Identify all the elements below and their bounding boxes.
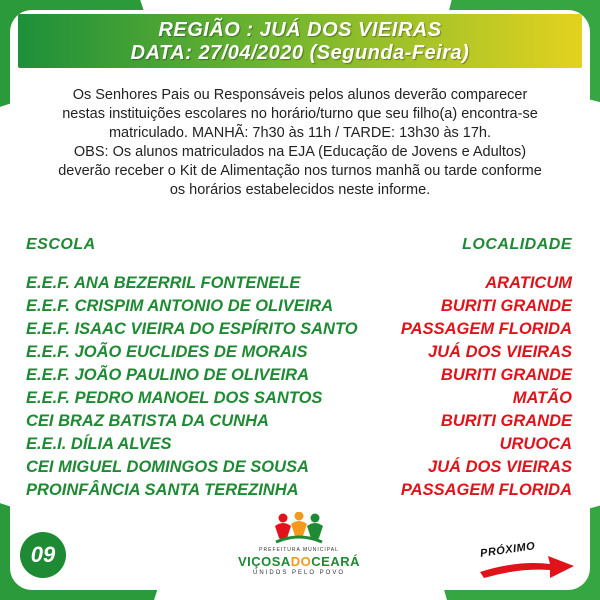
list-item (26, 435, 572, 458)
school-name: E.E.F. ANA BEZERRIL FONTENELE (26, 274, 301, 292)
school-column-header: ESCOLA (26, 236, 96, 253)
school-name: CEI BRAZ BATISTA DA CUNHA (26, 412, 269, 430)
page-number-badge: 09 (20, 532, 66, 578)
logo-word: DO (290, 554, 312, 569)
logo-word: VIÇOSA (237, 554, 291, 569)
next-label: PRÓXIMO (479, 540, 537, 560)
locality-name: BURITI GRANDE (440, 297, 572, 315)
notice-line: matriculado. MANHÃ: 7h30 às 11h / TARDE: 13h30 às 17h. (108, 125, 492, 141)
logo-subtitle: PREFEITURA MUNICIPAL (259, 547, 339, 553)
locality-name: ARATICUM (485, 274, 572, 292)
list-item (26, 320, 572, 343)
school-name: E.E.F. JOÃO EUCLIDES DE MORAIS (26, 343, 308, 361)
municipality-logo (234, 512, 364, 584)
school-name: E.E.I. DÍLIA ALVES (26, 435, 172, 453)
list-item (26, 297, 572, 320)
notice-line: Os Senhores Pais ou Responsáveis pelos alunos deverão comparecer (72, 87, 528, 103)
locality-name: PASSAGEM FLORIDA (400, 320, 572, 338)
school-name: CEI MIGUEL DOMINGOS DE SOUSA (26, 458, 309, 476)
logo-word: CEARÁ (311, 554, 361, 569)
region-title: REGIÃO : JUÁ DOS VIEIRAS (158, 19, 442, 41)
list-item (26, 458, 572, 481)
locality-column-header: LOCALIDADE (462, 236, 572, 253)
notice-line: OBS: Os alunos matriculados na EJA (Educação de Jovens e Adultos) (73, 144, 527, 160)
notice-line: deverão receber o Kit de Alimentação nos turnos manhã ou tarde conforme (58, 163, 542, 179)
locality-name: URUOCA (499, 435, 572, 453)
school-name: E.E.F. PEDRO MANOEL DOS SANTOS (26, 389, 323, 407)
next-button[interactable] (478, 542, 578, 582)
school-name: E.E.F. JOÃO PAULINO DE OLIVEIRA (26, 366, 309, 384)
notice-text (30, 86, 570, 200)
arrow-right-icon (478, 552, 576, 580)
list-item (26, 412, 572, 435)
locality-name: JUÁ DOS VIEIRAS (428, 343, 572, 361)
locality-name: JUÁ DOS VIEIRAS (428, 458, 572, 476)
school-name: E.E.F. CRISPIM ANTONIO DE OLIVEIRA (26, 297, 334, 315)
locality-name: PASSAGEM FLORIDA (400, 481, 572, 499)
logo-tagline: UNIDOS PELO POVO (252, 570, 345, 576)
people-logo-icon (272, 512, 326, 546)
list-item (26, 274, 572, 297)
list-item (26, 343, 572, 366)
school-name: PROINFÂNCIA SANTA TEREZINHA (26, 481, 299, 499)
locality-name: BURITI GRANDE (440, 366, 572, 384)
header-banner (18, 14, 582, 68)
list-item (26, 366, 572, 389)
logo-wordmark (234, 554, 364, 569)
list-item (26, 481, 572, 504)
school-name: E.E.F. ISAAC VIEIRA DO ESPÍRITO SANTO (26, 320, 358, 338)
notice-line: nestas instituições escolares no horário/turno que seu filho(a) encontra-se (62, 106, 538, 122)
locality-name: MATÃO (512, 389, 572, 407)
list-item (26, 389, 572, 412)
notice-line: os horários estabelecidos neste informe. (169, 182, 431, 198)
date-title: DATA: 27/04/2020 (Segunda-Feira) (130, 42, 470, 64)
locality-name: BURITI GRANDE (440, 412, 572, 430)
schools-list (26, 274, 572, 504)
